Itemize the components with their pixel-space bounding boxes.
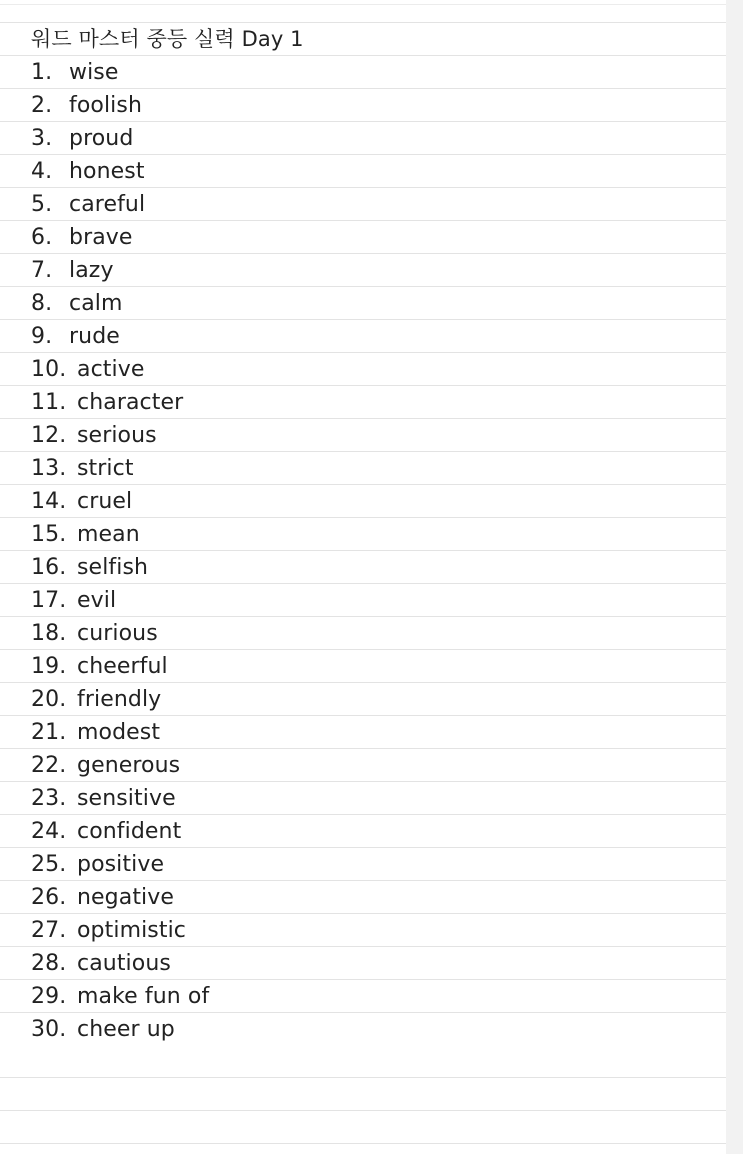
item-number: 26. [31, 885, 67, 910]
item-number: 21. [31, 720, 67, 745]
list-item [0, 1012, 726, 1045]
word-entry [31, 518, 140, 550]
list-item [0, 286, 726, 319]
word-list [0, 22, 726, 1144]
empty-line [0, 1045, 726, 1078]
word-entry [31, 848, 164, 880]
word-entry [31, 254, 114, 286]
vocabulary-word: negative [77, 885, 175, 910]
vocabulary-word: selfish [77, 555, 149, 580]
list-item [0, 451, 726, 484]
vocabulary-word: friendly [77, 687, 162, 712]
list-item [0, 517, 726, 550]
item-number: 25. [31, 852, 67, 877]
item-number: 17. [31, 588, 67, 613]
item-number: 22. [31, 753, 67, 778]
word-entry [31, 617, 158, 649]
item-number: 1. [31, 60, 53, 85]
empty-line [0, 1078, 726, 1111]
word-entry [31, 56, 119, 88]
word-entry [31, 683, 161, 715]
word-entry [31, 749, 180, 781]
item-number: 7. [31, 258, 53, 283]
list-item [0, 649, 726, 682]
list-item [0, 781, 726, 814]
title-row [0, 22, 726, 55]
item-number: 14. [31, 489, 67, 514]
vocabulary-word: character [77, 390, 184, 415]
word-entry [31, 1013, 175, 1045]
vocabulary-word: active [77, 357, 145, 382]
list-item [0, 748, 726, 781]
list-item [0, 616, 726, 649]
item-number: 8. [31, 291, 53, 316]
word-entry [31, 485, 132, 517]
top-divider [0, 4, 726, 5]
vertical-scrollbar[interactable] [726, 0, 743, 1154]
item-number: 5. [31, 192, 53, 217]
list-item [0, 979, 726, 1012]
vocabulary-word: careful [69, 192, 146, 217]
list-item [0, 715, 726, 748]
list-item [0, 583, 726, 616]
list-item [0, 880, 726, 913]
item-number: 13. [31, 456, 67, 481]
item-number: 24. [31, 819, 67, 844]
word-entry [31, 452, 134, 484]
vocabulary-word: positive [77, 852, 165, 877]
vocabulary-word: strict [77, 456, 134, 481]
item-number: 27. [31, 918, 67, 943]
word-entry [31, 716, 160, 748]
list-item [0, 253, 726, 286]
list-item [0, 814, 726, 847]
item-number: 15. [31, 522, 67, 547]
word-entry [31, 221, 133, 253]
list-item [0, 121, 726, 154]
item-number: 6. [31, 225, 53, 250]
vocabulary-word: rude [69, 324, 120, 349]
item-number: 20. [31, 687, 67, 712]
item-number: 29. [31, 984, 67, 1009]
page-title: 워드 마스터 중등 실력 Day 1 [31, 27, 304, 51]
vocabulary-word: sensitive [77, 786, 176, 811]
list-item [0, 484, 726, 517]
item-number: 30. [31, 1017, 67, 1042]
word-entry [31, 551, 148, 583]
word-entry [31, 419, 157, 451]
vocabulary-word: modest [77, 720, 161, 745]
vocabulary-word: evil [77, 588, 117, 613]
item-number: 19. [31, 654, 67, 679]
list-item [0, 55, 726, 88]
vocabulary-word: proud [69, 126, 134, 151]
list-item [0, 550, 726, 583]
list-item [0, 154, 726, 187]
item-number: 2. [31, 93, 53, 118]
word-entry [31, 386, 183, 418]
vocabulary-word: cruel [77, 489, 133, 514]
word-entry [31, 980, 209, 1012]
word-entry [31, 881, 174, 913]
vocabulary-word: foolish [69, 93, 142, 118]
word-entry [31, 320, 120, 352]
empty-line [0, 1111, 726, 1144]
word-entry [31, 782, 176, 814]
list-item [0, 187, 726, 220]
list-item [0, 352, 726, 385]
list-item [0, 418, 726, 451]
word-entry [31, 155, 145, 187]
vocabulary-word: calm [69, 291, 123, 316]
item-number: 16. [31, 555, 67, 580]
item-number: 4. [31, 159, 53, 184]
vocabulary-word: cheer up [77, 1017, 175, 1042]
vocabulary-word: confident [77, 819, 182, 844]
word-entry [31, 122, 133, 154]
word-entry [31, 584, 116, 616]
item-number: 11. [31, 390, 67, 415]
item-number: 23. [31, 786, 67, 811]
list-item [0, 946, 726, 979]
word-entry [31, 353, 144, 385]
list-item [0, 88, 726, 121]
vocabulary-word: curious [77, 621, 158, 646]
list-item [0, 220, 726, 253]
list-item [0, 319, 726, 352]
word-entry [31, 947, 171, 979]
word-entry [31, 188, 145, 220]
word-entry [31, 650, 168, 682]
vocabulary-word: generous [77, 753, 181, 778]
item-number: 12. [31, 423, 67, 448]
item-number: 18. [31, 621, 67, 646]
item-number: 28. [31, 951, 67, 976]
item-number: 3. [31, 126, 53, 151]
list-item [0, 913, 726, 946]
vocabulary-word: optimistic [77, 918, 187, 943]
word-entry [31, 914, 186, 946]
item-number: 9. [31, 324, 53, 349]
list-item [0, 847, 726, 880]
vocabulary-word: brave [69, 225, 133, 250]
vocabulary-word: lazy [69, 258, 114, 283]
vocabulary-word: wise [69, 60, 119, 85]
item-number: 10. [31, 357, 67, 382]
list-item [0, 385, 726, 418]
word-entry [31, 815, 181, 847]
word-entry [31, 287, 123, 319]
vocabulary-word: cheerful [77, 654, 168, 679]
list-item [0, 682, 726, 715]
vocabulary-word: honest [69, 159, 145, 184]
vocabulary-word: mean [77, 522, 140, 547]
vocabulary-word: cautious [77, 951, 171, 976]
vocabulary-word: make fun of [77, 984, 210, 1009]
word-entry [31, 89, 142, 121]
vocabulary-word: serious [77, 423, 157, 448]
